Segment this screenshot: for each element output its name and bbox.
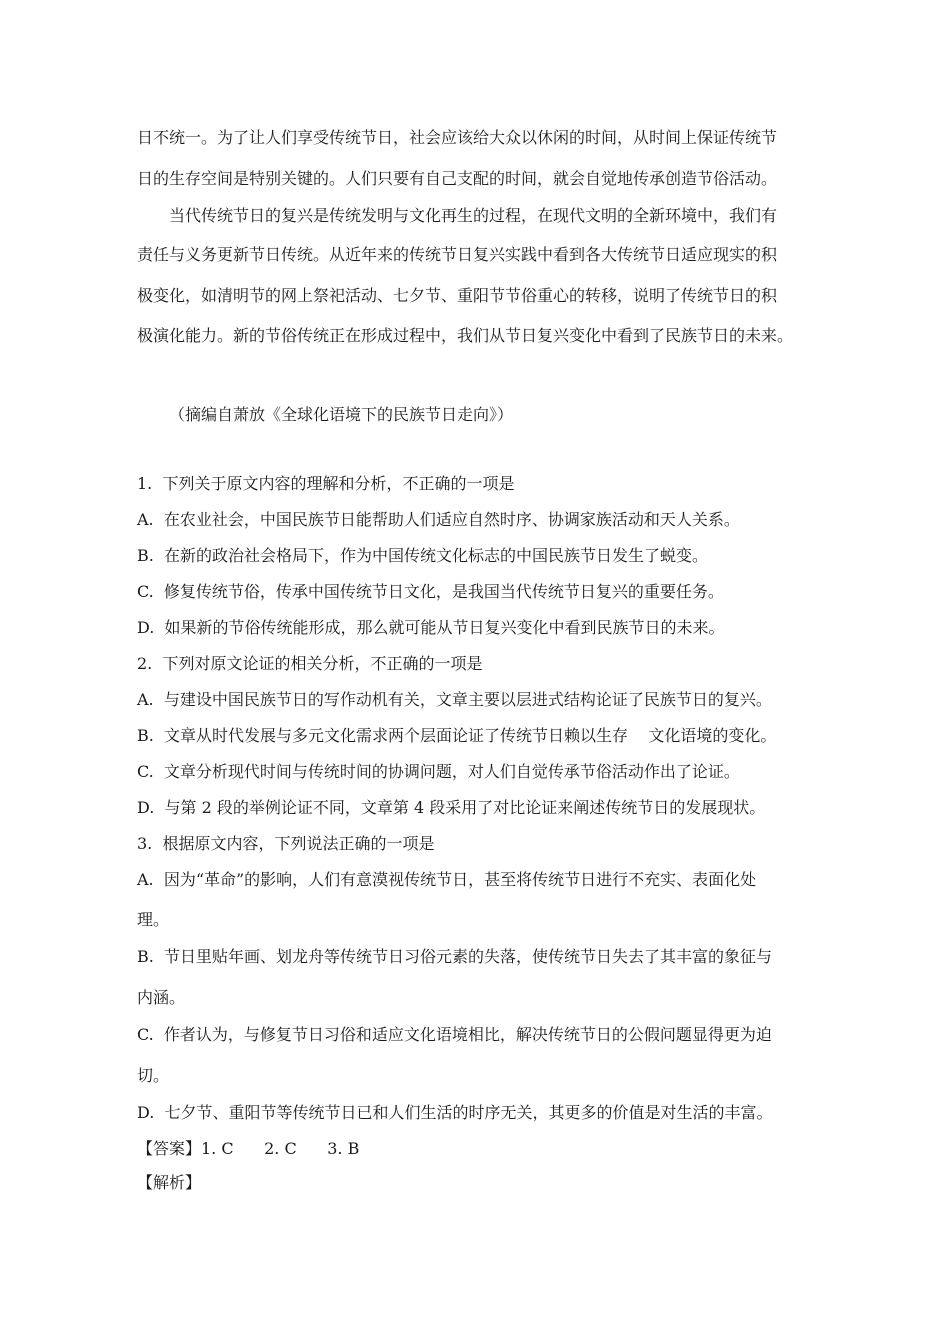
- question-option: B. 节日里贴年画、划龙舟等传统节日习俗元素的失落，使传统节日失去了其丰富的象征与: [137, 947, 773, 966]
- answer-line: 【答案】1. C 2. C 3. B: [137, 1139, 360, 1158]
- analysis-label: 【解析】: [137, 1173, 202, 1192]
- paragraph-line: 极演化能力。新的节俗传统正在形成过程中，我们从节日复兴变化中看到了民族节日的未来。: [137, 326, 794, 345]
- question-stem: 1. 下列关于原文内容的理解和分析，不正确的一项是: [137, 474, 515, 493]
- question-stem: 3. 根据原文内容，下列说法正确的一项是: [137, 834, 435, 853]
- question-option: C. 修复传统节俗，传承中国传统节日文化，是我国当代传统节日复兴的重要任务。: [137, 582, 724, 601]
- paragraph-line: 日的生存空间是特别关键的。人们只要有自己支配的时间，就会自觉地传承创造节俗活动。: [137, 169, 778, 188]
- source-citation: （摘编自萧放《全球化语境下的民族节日走向》）: [169, 405, 514, 424]
- question-option-continuation: 切。: [137, 1066, 170, 1085]
- question-option-continuation: 理。: [137, 910, 170, 929]
- paragraph-line: 极变化，如清明节的网上祭祀活动、七夕节、重阳节节俗重心的转移，说明了传统节日的积: [137, 286, 778, 305]
- paragraph-line: 当代传统节日的复兴是传统发明与文化再生的过程，在现代文明的全新环境中，我们有: [169, 206, 778, 225]
- question-option: C. 作者认为，与修复节日习俗和适应文化语境相比，解决传统节日的公假问题显得更为迫: [137, 1025, 772, 1044]
- question-option: A. 因为“革命”的影响，人们有意漠视传统节日，甚至将传统节日进行不充实、表面化处: [137, 870, 757, 889]
- question-option: B. 在新的政治社会格局下，作为中国传统文化标志的中国民族节日发生了蜕变。: [137, 546, 709, 565]
- question-option: A. 与建设中国民族节日的写作动机有关，文章主要以层进式结构论证了民族节日的复兴。: [137, 690, 772, 709]
- question-option: D. 与第 2 段的举例论证不同，文章第 4 段采用了对比论证来阐述传统节日的发展现状。: [137, 798, 766, 817]
- paragraph-line: 日不统一。为了让人们享受传统节日，社会应该给大众以休闲的时间，从时间上保证传统节: [137, 128, 778, 147]
- question-option: B. 文章从时代发展与多元文化需求两个层面论证了传统节日赖以生存 文化语境的变化。: [137, 726, 777, 745]
- paragraph-line: 责任与义务更新节日传统。从近年来的传统节日复兴实践中看到各大传统节日适应现实的积: [137, 245, 778, 264]
- question-stem: 2. 下列对原文论证的相关分析，不正确的一项是: [137, 654, 483, 673]
- question-option: D. 七夕节、重阳节等传统节日已和人们生活的时序无关，其更多的价值是对生活的丰富。: [137, 1103, 773, 1122]
- question-option: C. 文章分析现代时间与传统时间的协调问题，对人们自觉传承节俗活动作出了论证。: [137, 762, 740, 781]
- question-option-continuation: 内涵。: [137, 988, 186, 1007]
- question-option: A. 在农业社会，中国民族节日能帮助人们适应自然时序、协调家族活动和天人关系。: [137, 510, 740, 529]
- question-option: D. 如果新的节俗传统能形成，那么就可能从节日复兴变化中看到民族节日的未来。: [137, 618, 725, 637]
